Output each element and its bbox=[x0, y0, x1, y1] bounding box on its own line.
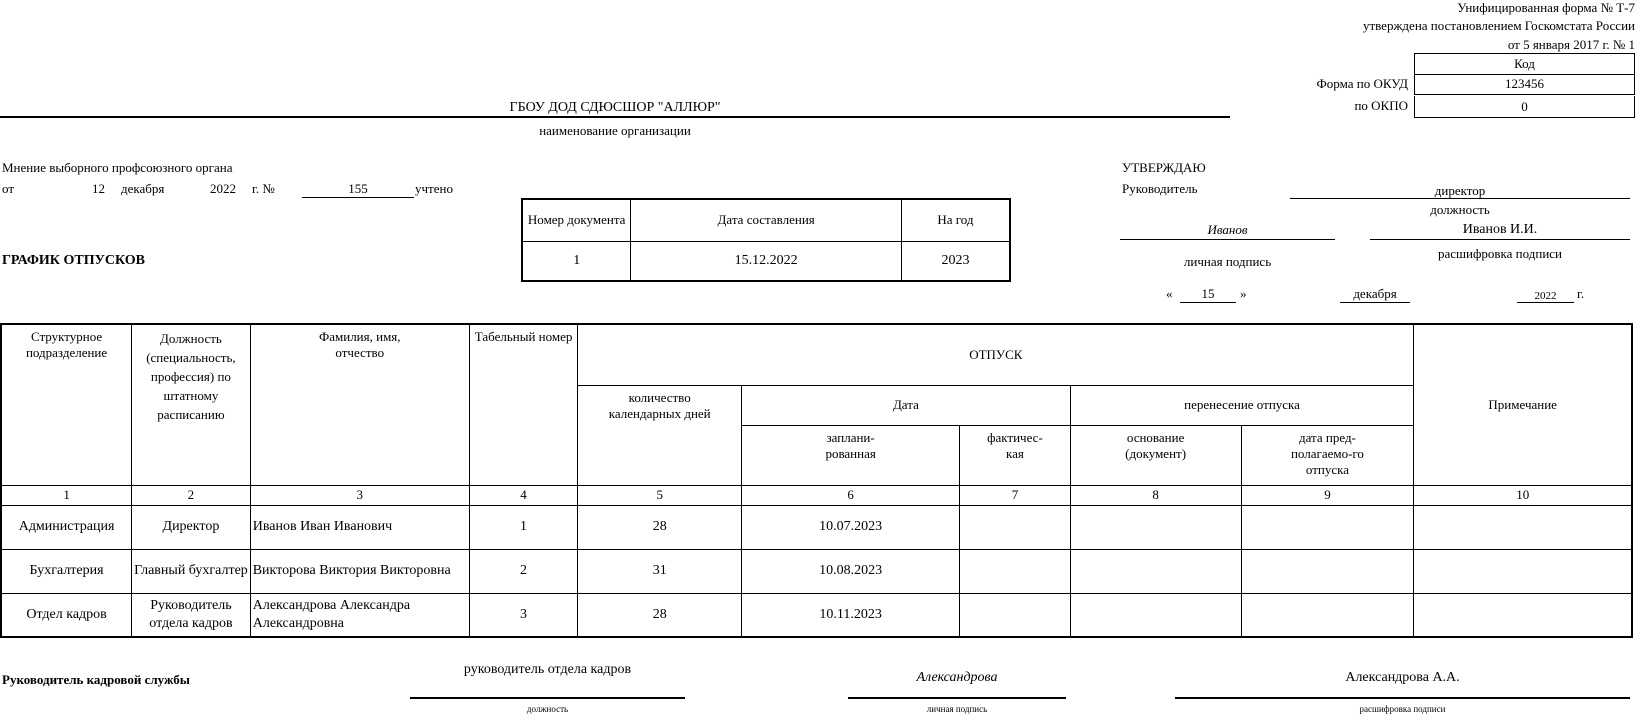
org-name: ГБОУ ДОД СДЮСШОР "АЛЛЮР" bbox=[509, 100, 721, 115]
approve-year-line bbox=[1517, 302, 1574, 303]
code-header: Код bbox=[1414, 53, 1635, 75]
union-g-no: г. № bbox=[252, 181, 275, 196]
approve-signature-caption: личная подпись bbox=[1183, 254, 1272, 269]
union-year: 2022 bbox=[210, 181, 236, 196]
row-basis bbox=[1070, 549, 1241, 593]
col-num: 6 bbox=[742, 485, 960, 505]
row-expected bbox=[1241, 505, 1414, 549]
document-title: ГРАФИК ОТПУСКОВ bbox=[2, 253, 145, 268]
th-vacation: ОТПУСК bbox=[578, 324, 1414, 385]
union-month: декабря bbox=[121, 181, 165, 196]
union-number-line bbox=[302, 197, 414, 198]
approve-year: 2022 bbox=[1534, 290, 1557, 302]
approve-head-label: Руководитель bbox=[1122, 181, 1198, 196]
footer-signature-caption: личная подпись bbox=[926, 704, 988, 714]
vacation-table bbox=[0, 323, 1633, 638]
row-position: Руководитель отдела кадров bbox=[132, 593, 251, 637]
footer-position-caption: должность bbox=[526, 704, 569, 714]
footer-signature: Александрова bbox=[916, 670, 998, 685]
row-actual bbox=[960, 505, 1071, 549]
form-id-line3: от 5 января 2017 г. № 1 bbox=[1507, 37, 1635, 52]
row-name: Иванов Иван Иванович bbox=[250, 505, 469, 549]
col-num: 2 bbox=[132, 485, 251, 505]
footer-decoding-line bbox=[1175, 697, 1630, 699]
row-position: Главный бухгалтер bbox=[132, 549, 251, 593]
union-from: от bbox=[2, 181, 15, 196]
table-row bbox=[1, 549, 1632, 593]
union-day: 12 bbox=[92, 181, 105, 196]
col-num: 5 bbox=[578, 485, 742, 505]
row-basis bbox=[1070, 505, 1241, 549]
th-date: Дата bbox=[742, 385, 1071, 425]
col-num: 7 bbox=[960, 485, 1071, 505]
approve-decoding: Иванов И.И. bbox=[1462, 222, 1538, 237]
footer-decoding: Александрова А.А. bbox=[1345, 670, 1460, 685]
row-note bbox=[1414, 593, 1632, 637]
row-tab: 2 bbox=[469, 549, 578, 593]
approve-quote-open: « bbox=[1166, 286, 1173, 301]
approve-signature-line bbox=[1120, 239, 1335, 240]
row-expected bbox=[1241, 593, 1414, 637]
table-row bbox=[1, 593, 1632, 637]
row-note bbox=[1414, 505, 1632, 549]
okpo-value: 0 bbox=[1414, 96, 1635, 118]
form-id-line1: Унифицированная форма № Т-7 bbox=[1457, 0, 1635, 15]
row-planned: 10.08.2023 bbox=[742, 549, 960, 593]
th-position: Должность (специальность, профессия) по штатному расписанию bbox=[132, 324, 251, 485]
approve-label: УТВЕРЖДАЮ bbox=[1122, 160, 1206, 175]
doc-date-value: 15.12.2022 bbox=[631, 241, 902, 281]
row-days: 31 bbox=[578, 549, 742, 593]
footer-position-line bbox=[410, 697, 685, 699]
doc-year-header: На год bbox=[901, 199, 1010, 241]
okud-value: 123456 bbox=[1414, 74, 1635, 95]
row-dept: Отдел кадров bbox=[1, 593, 132, 637]
approve-month: декабря bbox=[1353, 286, 1397, 301]
form-id-line2: утверждена постановлением Госкомстата России bbox=[1362, 18, 1635, 33]
th-basis: основание (документ) bbox=[1070, 425, 1241, 485]
row-tab: 1 bbox=[469, 505, 578, 549]
th-tab: Табельный номер bbox=[469, 324, 578, 485]
approve-decoding-line bbox=[1370, 239, 1630, 240]
row-tab: 3 bbox=[469, 593, 578, 637]
union-accounted: учтено bbox=[415, 181, 453, 196]
row-days: 28 bbox=[578, 593, 742, 637]
okud-label: Форма по ОКУД bbox=[1316, 76, 1408, 91]
table-row bbox=[1, 505, 1632, 549]
approve-position-line bbox=[1290, 198, 1630, 199]
row-actual bbox=[960, 593, 1071, 637]
doc-info-table bbox=[521, 198, 1011, 282]
approve-signature: Иванов bbox=[1207, 222, 1248, 237]
th-actual: фактичес-кая bbox=[960, 425, 1071, 485]
row-dept: Администрация bbox=[1, 505, 132, 549]
row-days: 28 bbox=[578, 505, 742, 549]
approve-position: директор bbox=[1434, 183, 1486, 198]
row-name: Александрова Александра Александровна bbox=[250, 593, 469, 637]
row-name: Викторова Виктория Викторовна bbox=[250, 549, 469, 593]
footer-signature-line bbox=[848, 697, 1066, 699]
col-num: 9 bbox=[1241, 485, 1414, 505]
row-actual bbox=[960, 549, 1071, 593]
row-note bbox=[1414, 549, 1632, 593]
union-opinion-label: Мнение выборного профсоюзного органа bbox=[2, 160, 233, 175]
approve-quote-close: » bbox=[1240, 286, 1247, 301]
th-expected: дата пред-полагаемо-го отпуска bbox=[1241, 425, 1414, 485]
th-transfer: перенесение отпуска bbox=[1070, 385, 1414, 425]
th-days: количество календарных дней bbox=[578, 385, 742, 485]
row-planned: 10.07.2023 bbox=[742, 505, 960, 549]
row-dept: Бухгалтерия bbox=[1, 549, 132, 593]
approve-year-suffix: г. bbox=[1577, 286, 1585, 301]
approve-day: 15 bbox=[1201, 286, 1215, 301]
org-caption: наименование организации bbox=[539, 123, 691, 138]
doc-year-value: 2023 bbox=[901, 241, 1010, 281]
row-basis bbox=[1070, 593, 1241, 637]
row-position: Директор bbox=[132, 505, 251, 549]
col-num: 4 bbox=[469, 485, 578, 505]
org-name-line bbox=[0, 116, 1230, 118]
doc-number-value: 1 bbox=[522, 241, 631, 281]
row-expected bbox=[1241, 549, 1414, 593]
th-struct: Структурное подразделение bbox=[1, 324, 132, 485]
doc-number-header: Номер документа bbox=[522, 199, 631, 241]
th-planned: заплани-рованная bbox=[742, 425, 960, 485]
okpo-label: по ОКПО bbox=[1354, 98, 1408, 113]
footer-position: руководитель отдела кадров bbox=[463, 662, 632, 677]
col-num: 10 bbox=[1414, 485, 1632, 505]
col-num: 3 bbox=[250, 485, 469, 505]
row-planned: 10.11.2023 bbox=[742, 593, 960, 637]
col-num: 8 bbox=[1070, 485, 1241, 505]
th-name: Фамилия, имя, отчество bbox=[250, 324, 469, 485]
th-note: Примечание bbox=[1414, 324, 1632, 485]
approve-decoding-caption: расшифровка подписи bbox=[1437, 246, 1563, 261]
approve-day-line bbox=[1180, 302, 1236, 303]
approve-month-line bbox=[1340, 302, 1410, 303]
col-num: 1 bbox=[1, 485, 132, 505]
union-number: 155 bbox=[348, 181, 368, 196]
footer-decoding-caption: расшифровка подписи bbox=[1359, 704, 1446, 714]
approve-position-caption: должность bbox=[1430, 202, 1490, 217]
hr-head-label: Руководитель кадровой службы bbox=[2, 672, 190, 687]
doc-date-header: Дата составления bbox=[631, 199, 902, 241]
